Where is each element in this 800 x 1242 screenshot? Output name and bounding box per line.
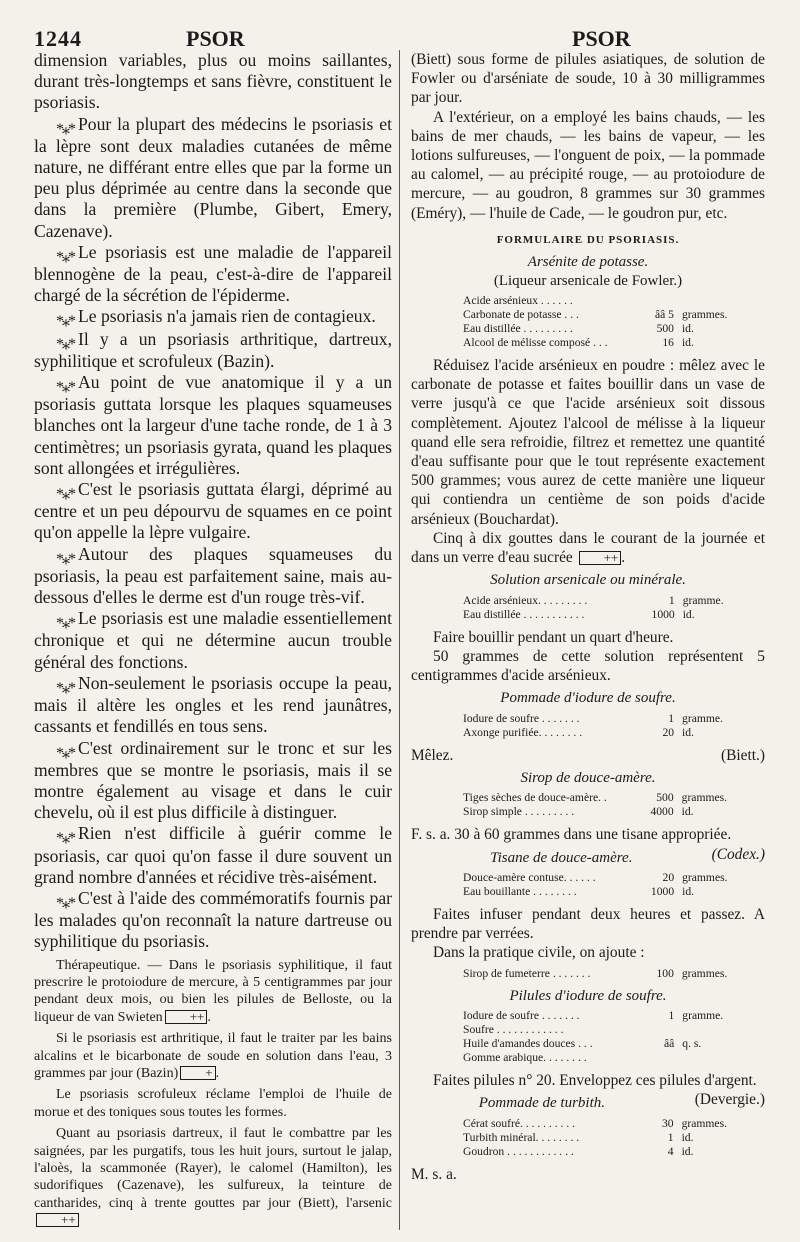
asterism-icon: *⁎* xyxy=(56,313,74,331)
ingredient-quantity xyxy=(623,1023,682,1037)
ingredient-quantity: 20 xyxy=(662,870,675,884)
ingredient-quantity: 100 xyxy=(656,966,674,980)
ingredient-quantity xyxy=(622,294,682,308)
ingredient-quantity: 1 xyxy=(668,711,675,725)
paragraph: Faites infuser pendant deux heures et passez. A prendre par verrées. xyxy=(411,905,765,943)
left-column xyxy=(34,50,392,1230)
recipe-subtitle: (Liqueur arsenicale de Fowler.) xyxy=(493,272,683,289)
ingredient-row xyxy=(463,805,765,819)
recipe-title: Arsénite de potasse. xyxy=(527,254,649,271)
recipe-title: Pommade de turbith. xyxy=(478,1095,605,1112)
paragraph: *⁎* C'est à l'aide des commémoratifs fournis par les malades qu'on reconnaît la nature dartreuse ou syphilitique du psoriasis. xyxy=(34,887,392,952)
ingredient-quantity: 1000 xyxy=(650,884,675,898)
ingredient-row xyxy=(463,1117,765,1131)
page-header xyxy=(0,10,800,50)
ingredient-unit: id. xyxy=(681,1130,694,1144)
ingredient-name: Alcool de mélisse composé . . . xyxy=(463,336,608,350)
ingredient-row xyxy=(463,1145,765,1159)
ingredient-unit: id. xyxy=(681,805,694,819)
paragraph: *⁎* Au point de vue anatomique il y a un psoriasis guttata lorsque les plaques squameuses blanches ont la largeur d'une tache ronde, de 1 à 3 centimètres; un psoriasis gyrata, quand les plaques sont allongées et irrégulières. xyxy=(34,372,392,478)
asterism-icon: *⁎* xyxy=(56,679,74,697)
ingredient-quantity xyxy=(623,1051,682,1065)
paragraph: *⁎* Le psoriasis est une maladie essentiellement chronique et qui ne détermine aucun trouble général des fonctions. xyxy=(34,608,392,672)
section-heading: FORMULAIRE DU PSORIASIS. xyxy=(496,233,680,246)
ingredient-name: Cérat soufré. . . . . . . . . . xyxy=(463,1116,576,1130)
ingredient-row xyxy=(463,322,765,336)
ingredient-row xyxy=(463,1037,765,1051)
paragraph: *⁎* Pour la plupart des médecins le psoriasis et la lèpre sont deux maladies cutanées de même nature, ne différant entre elles que par la forme un peu plus déprimée au centre dans la seconde que dans la première (Plumbe, Gibert, Emery, Cazenave). xyxy=(34,113,392,241)
paragraph: *⁎* Le psoriasis est une maladie de l'appareil blennogène de la peau, c'est-à-dire de l'appareil chargé de la sécrétion de l'épiderme. xyxy=(34,241,392,306)
ingredient-unit: q. s. xyxy=(682,1036,702,1050)
ingredient-row xyxy=(463,791,765,805)
ingredient-list xyxy=(463,712,765,740)
asterism-icon: *⁎* xyxy=(56,894,74,912)
ingredient-name: Acide arsénieux . . . . . . xyxy=(463,294,573,308)
ingredient-quantity: 4 xyxy=(667,1144,674,1158)
ingredient-row xyxy=(463,885,765,899)
ingredient-unit: grammes. xyxy=(681,966,728,980)
asterism-icon: *⁎* xyxy=(56,248,74,266)
paragraph: *⁎* C'est le psoriasis guttata élargi, déprimé au centre et un peu dépourvu de squames en ce point qu'on appelle la lèpre vulgaire. xyxy=(34,479,392,543)
paragraph: F. s. a. 30 à 60 grammes dans une tisane appropriée. (Codex.) xyxy=(411,826,765,863)
ingredient-unit: gramme. xyxy=(682,711,723,725)
ingredient-quantity: ââ 5 xyxy=(654,308,674,322)
paragraph: dimension variables, plus ou moins saillantes, durant très-longtemps et sans fièvre, constituent le psoriasis. xyxy=(34,50,392,113)
ingredient-quantity: 500 xyxy=(656,791,674,805)
ingredient-row xyxy=(463,726,765,740)
ingredient-quantity: 1000 xyxy=(651,607,675,621)
right-column xyxy=(411,50,765,1184)
paragraph: *⁎* C'est ordinairement sur le tronc et sur les membres que se montre le psoriasis, mais il se montre également au visage et dans le cuir chevelu, où il est plus difficile à distinguer. xyxy=(34,737,392,823)
paragraph: 50 grammes de cette solution représentent 5 centigrammes d'acide arsénieux. xyxy=(411,647,765,685)
ingredient-name: Eau distillée . . . . . . . . . xyxy=(463,322,573,336)
asterism-icon: *⁎* xyxy=(56,335,74,353)
ingredient-unit: id. xyxy=(682,607,695,621)
ingredient-quantity: 20 xyxy=(662,725,675,739)
ingredient-unit: grammes. xyxy=(681,308,728,322)
ingredient-unit: grammes. xyxy=(681,1116,727,1130)
ingredient-list xyxy=(463,791,765,819)
ingredient-unit: id. xyxy=(681,322,694,336)
ingredient-row xyxy=(463,294,765,308)
ingredient-row xyxy=(463,871,765,885)
ingredient-name: Turbith minéral. . . . . . . . xyxy=(463,1130,580,1144)
paragraph: Réduisez l'acide arsénieux en poudre : mêlez avec le carbonate de potasse et faites bouillir dans un vase de verre jusqu'à ce que l'acide arsénieux soit dissous complètement. Ajoutez l'alcool de mélisse à la liqueur quand elle sera refroidie, filtrez et remettez une quantité d'eau suffisante pour que le tout représente exactement 500 grammes; vous aurez de cette manière une liqueur qui contiendra un centième de son poids d'acide arsénieux (Bouchardat). xyxy=(411,357,765,528)
paragraph: M. s. a. xyxy=(411,1165,457,1183)
ingredient-name: Tiges sèches de douce-amère. . xyxy=(463,791,607,805)
ingredient-name: Carbonate de potasse . . . xyxy=(463,308,579,322)
column-divider xyxy=(399,50,400,1230)
ingredient-quantity: 500 xyxy=(656,322,674,336)
recipe-title: Pommade d'iodure de soufre. xyxy=(500,690,676,707)
ingredient-list xyxy=(463,294,765,350)
running-title-left: PSOR xyxy=(186,26,245,51)
paragraph: Mêlez. (Biett.) xyxy=(411,746,765,764)
ingredient-quantity: ââ xyxy=(664,1036,675,1050)
ingredient-unit: id. xyxy=(681,336,694,350)
ingredient-name: Sirop de fumeterre . . . . . . . xyxy=(463,966,591,980)
paragraph: Si le psoriasis est arthritique, il faut le traiter par les bains alcalins et le bicarbonate de soude en solution dans l'eau, 3 grammes par jour (Bazin) + . xyxy=(34,1031,392,1081)
plus-plus-symbol-icon: ++ xyxy=(165,1010,208,1024)
paragraph: *⁎* Rien n'est difficile à guérir comme le psoriasis, car quoi qu'on fasse il dure souvent un grand nombre d'années et récidive très-aisément. xyxy=(34,823,392,887)
ingredient-quantity: 16 xyxy=(662,336,674,350)
ingredient-list xyxy=(463,594,765,622)
ingredient-unit: id. xyxy=(682,725,694,739)
ingredient-list xyxy=(463,1009,765,1065)
running-title-right: PSOR xyxy=(572,26,631,51)
ingredient-unit: grammes. xyxy=(681,791,728,805)
recipe-title: Solution arsenicale ou minérale. xyxy=(490,572,686,589)
paragraph: (Biett) sous forme de pilules asiatiques, de solution de Fowler ou d'arséniate de soude, 10 à 30 milligrammes par jour. xyxy=(411,51,765,107)
ingredient-row xyxy=(463,712,765,726)
ingredient-name: Soufre . . . . . . . . . . . . xyxy=(463,1022,564,1036)
ingredient-row xyxy=(463,608,765,622)
asterism-icon: *⁎* xyxy=(56,550,74,568)
paragraph: Le psoriasis scrofuleux réclame l'emploi de l'huile de morue et des toniques sous toutes les formes. xyxy=(34,1087,392,1120)
paragraph: Dans la pratique civile, on ajoute : xyxy=(433,944,645,962)
ingredient-name: Eau distillée . . . . . . . . . . . xyxy=(463,607,585,621)
ingredient-quantity: 4000 xyxy=(650,805,674,819)
ingredient-name: Iodure de soufre . . . . . . . xyxy=(463,1008,580,1022)
paragraph: Faites pilules n° 20. Enveloppez ces pilules d'argent. (Devergie.) xyxy=(433,1071,765,1109)
paragraph: Cinq à dix gouttes dans le courant de la journée et dans un verre d'eau sucrée ++ . xyxy=(411,529,765,567)
ingredient-name: Axonge purifiée. . . . . . . . xyxy=(463,725,583,739)
ingredient-row xyxy=(463,336,765,350)
ingredient-unit: grammes. xyxy=(682,870,728,884)
ingredient-list xyxy=(463,967,765,981)
ingredient-list xyxy=(463,871,765,899)
page-number: 1244 xyxy=(34,26,82,51)
recipe-title: Sirop de douce-amère. xyxy=(520,769,656,786)
ingredient-unit: id. xyxy=(682,884,695,898)
paragraph: *⁎* Autour des plaques squameuses du psoriasis, la peau est parfaitement saine, mais au-dessous d'elles le derme est d'un rouge très-vif. xyxy=(34,543,392,608)
paragraph: *⁎* Il y a un psoriasis arthritique, dartreux, syphilitique et scrofuleux (Bazin). xyxy=(34,328,392,371)
ingredient-row xyxy=(463,1051,765,1065)
asterism-icon: *⁎* xyxy=(56,615,74,633)
ingredient-quantity: 1 xyxy=(668,593,675,607)
asterism-icon: *⁎* xyxy=(56,744,74,762)
recipe-title: Tisane de douce-amère. xyxy=(490,849,633,866)
ingredient-name: Iodure de soufre . . . . . . . xyxy=(463,711,580,725)
ingredient-name: Douce-amère contuse. . . . . . xyxy=(463,870,596,884)
ingredient-row xyxy=(463,308,765,322)
ingredient-quantity: 1 xyxy=(667,1130,674,1144)
paragraph: Faire bouillir pendant un quart d'heure. xyxy=(433,628,674,646)
ingredient-unit xyxy=(682,1023,765,1037)
asterism-icon: *⁎* xyxy=(56,120,74,138)
ingredient-name: Goudron . . . . . . . . . . . . xyxy=(463,1144,574,1158)
ingredient-unit xyxy=(682,1051,765,1065)
ingredient-row xyxy=(463,1009,765,1023)
plus-plus-symbol-icon: ++ xyxy=(579,551,622,565)
ingredient-quantity: 30 xyxy=(661,1116,674,1130)
ingredient-row xyxy=(463,967,765,981)
ingredient-unit: gramme. xyxy=(682,593,724,607)
ingredient-name: Sirop simple . . . . . . . . . xyxy=(463,805,575,819)
paragraph: *⁎* Non-seulement le psoriasis occupe la peau, mais il altère les ongles et les rend jaunâtres, cassants et fendillés en tous sens. xyxy=(34,672,392,737)
ingredient-unit: gramme. xyxy=(682,1008,724,1022)
asterism-icon: *⁎* xyxy=(56,486,74,504)
ingredient-row xyxy=(463,594,765,608)
plus-symbol-icon: + xyxy=(180,1066,215,1080)
ingredient-quantity: 1 xyxy=(668,1008,675,1022)
paragraph: *⁎* Le psoriasis n'a jamais rien de contagieux. xyxy=(56,306,376,331)
recipe-title: Pilules d'iodure de soufre. xyxy=(509,987,667,1004)
therapeutique-paragraph: Thérapeutique. — Dans le psoriasis syphilitique, il faut prescrire le protoiodure de mercure, à 5 centigrammes par jour pendant deux mois, ou bien les pilules de Belloste, ou la liqueur de van Swieten ++ . xyxy=(34,957,392,1025)
ingredient-list xyxy=(463,1117,765,1159)
plus-plus-symbol-icon: ++ xyxy=(36,1213,79,1227)
ingredient-row xyxy=(463,1023,765,1037)
ingredient-name: Gomme arabique. . . . . . . . xyxy=(463,1050,587,1064)
asterism-icon: *⁎* xyxy=(56,830,74,848)
paragraph: A l'extérieur, on a employé les bains chauds, — les bains de mer chauds, — les bains de vapeur, — les lotions sulfureuses, — l'onguent de poix, — la pommade au calomel, — au précipité rouge, — au protoiodure de mercure, — au goudron, 8 grammes sur 30 grammes (Eméry), — l'huile de Cade, — le goudron pur, etc. xyxy=(411,108,765,222)
ingredient-name: Acide arsénieux. . . . . . . . . xyxy=(463,593,588,607)
ingredient-name: Huile d'amandes douces . . . xyxy=(463,1036,593,1050)
asterism-icon: *⁎* xyxy=(56,379,74,397)
ingredient-row xyxy=(463,1131,765,1145)
paragraph: Quant au psoriasis dartreux, il faut le combattre par les saignées, par les purgatifs, tous les huit jours, surtout le jalap, l'aloès, la scammonée (Rayer), le calomel (Hamilton), les sudorifiques (Cazenave), les sulfureux, la teinture de cantharides, cinq à trente gouttes par jour (Biett), l'arsenic++ xyxy=(34,1126,392,1228)
ingredient-unit xyxy=(682,294,765,308)
ingredient-unit: id. xyxy=(681,1144,694,1158)
ingredient-name: Eau bouillante . . . . . . . . xyxy=(463,884,577,898)
